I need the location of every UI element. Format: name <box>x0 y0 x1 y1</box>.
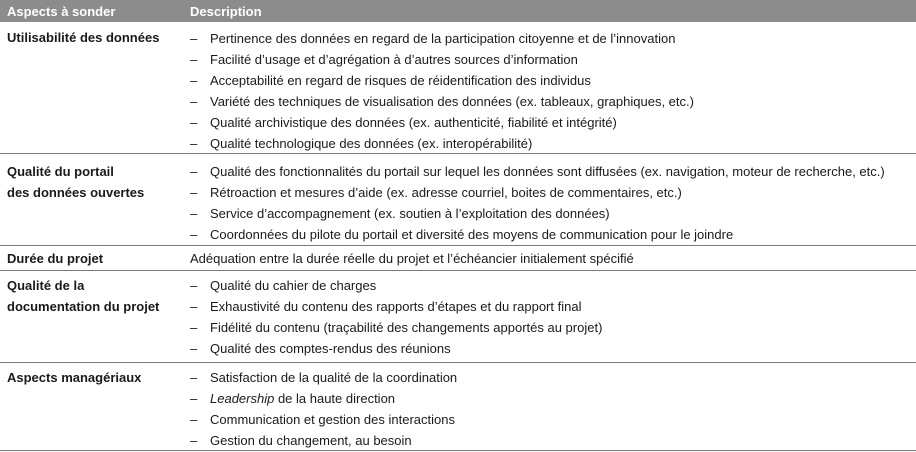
table-row <box>0 154 916 246</box>
list-item: – Pertinence des données en regard de la participation citoyenne et de l’innovation <box>190 31 676 46</box>
aspect-label: Durée du projet <box>7 251 104 266</box>
description-text: Adéquation entre la durée réelle du projet et l’échéancier initialement spécifié <box>190 251 634 266</box>
list-item: – Service d’accompagnement (ex. soutien à l’exploitation des données) <box>190 206 610 221</box>
list-item: – Coordonnées du pilote du portail et diversité des moyens de communication pour le joindre <box>190 227 734 242</box>
list-item: – Leadership de la haute direction <box>190 391 396 406</box>
header-aspects: Aspects à sonder <box>7 3 116 19</box>
list-item: – Gestion du changement, au besoin <box>190 433 412 448</box>
table-row <box>0 271 916 363</box>
aspect-label: Aspects managériaux <box>7 370 142 385</box>
list-item: – Qualité du cahier de charges <box>190 278 377 293</box>
list-item: – Communication et gestion des interactions <box>190 412 455 427</box>
list-item: – Acceptabilité en regard de risques de réidentification des individus <box>190 73 591 88</box>
list-item: – Qualité des comptes-rendus des réunions <box>190 341 451 356</box>
table-row <box>0 22 916 154</box>
list-item: – Variété des techniques de visualisation des données (ex. tableaux, graphiques, etc.) <box>190 94 694 109</box>
aspect-label: Qualité de la documentation du projet <box>7 278 160 314</box>
description-list <box>190 363 916 450</box>
header-description: Description <box>190 3 262 19</box>
table-header <box>0 0 916 22</box>
list-item: – Qualité archivistique des données (ex. authenticité, fiabilité et intégrité) <box>190 115 617 130</box>
list-item: – Rétroaction et mesures d’aide (ex. adresse courriel, boites de commentaires, etc.) <box>190 185 682 200</box>
list-item: – Fidélité du contenu (traçabilité des changements apportés au projet) <box>190 320 603 335</box>
table-row <box>0 246 916 271</box>
description-list <box>190 271 916 362</box>
description-list <box>190 22 916 153</box>
list-item: – Qualité des fonctionnalités du portail sur lequel les données sont diffusées (ex. navigation, moteur de recherche, etc.) <box>190 164 885 179</box>
list-item: – Qualité technologique des données (ex. interopérabilité) <box>190 136 533 151</box>
aspect-label: Utilisabilité des données <box>7 30 160 45</box>
list-item: – Satisfaction de la qualité de la coordination <box>190 370 458 385</box>
table-row <box>0 363 916 451</box>
list-item: – Exhaustivité du contenu des rapports d’étapes et du rapport final <box>190 299 582 314</box>
aspect-label: Qualité du portail des données ouvertes <box>7 164 145 200</box>
description-list <box>190 154 916 245</box>
list-item: – Facilité d’usage et d’agrégation à d’autres sources d’information <box>190 52 578 67</box>
